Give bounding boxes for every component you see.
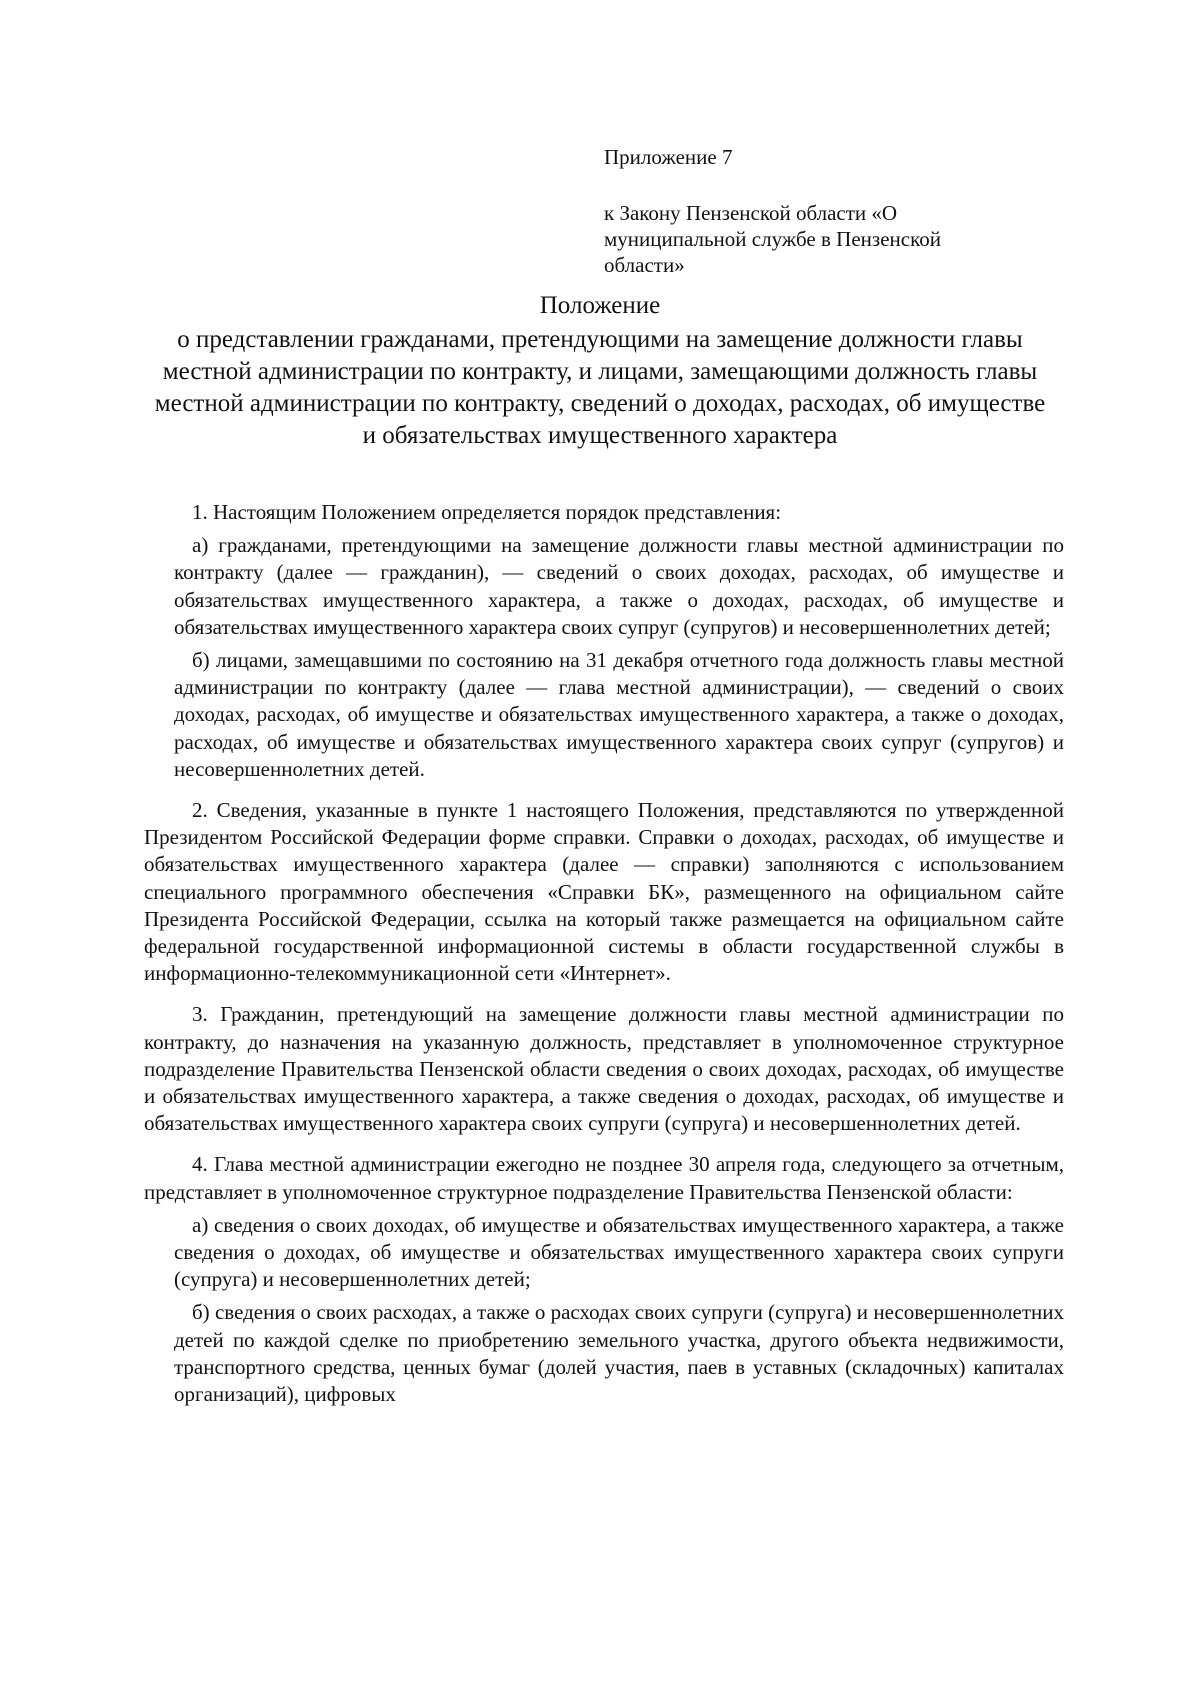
paragraph-4a: а) сведения о своих доходах, об имуществе и обязательствах имущественного характера, а также сведения о доходах, об имуществе и обязательствах имущественного характера своих супруги (супруга) и несовершеннолетних детей;: [174, 1212, 1064, 1292]
paragraph-1: 1. Настоящим Положением определяется порядок представления:: [192, 500, 782, 524]
document-title: [145, 290, 1055, 452]
paragraph-4b: б) сведения о своих расходах, а также о расходах своих супруги (супруга) и несовершеннолетних детей по каждой сделке по приобретению земельного участка, другого объекта недвижимости, транспортного средства, ценных бумаг (долей участия, паев в уставных (складочных) капиталах организаций), цифровых: [174, 1300, 1064, 1407]
paragraph-1b: б) лицами, замещавшими по состоянию на 31 декабря отчетного года должность главы местной администрации по контракту (далее — глава местной администрации), — сведений о своих доходах, расходах, об имуществе и обязательствах имущественного характера, а также о доходах, расходах, об имуществе и обязательствах имущественного характера своих супруг (супругов) и несовершеннолетних детей.: [174, 648, 1064, 781]
attachment-block: [604, 144, 984, 278]
document-body: [144, 499, 1064, 1414]
paragraph-1a: а) гражданами, претендующими на замещение должности главы местной администрации по контракту (далее — гражданин), — сведений о своих доходах, расходах, об имуществе и обязательствах имущественного характера, а также о доходах, расходах, об имуществе и обязательствах имущественного характера своих супруг (супругов) и несовершеннолетних детей;: [174, 533, 1064, 639]
paragraph-2: 2. Сведения, указанные в пункте 1 настоящего Положения, представляются по утвержденной Президентом Российской Федерации форме справки. Справки о доходах, расходах, об имуществе и обязательствах имущественного характера (далее — справки) заполняются с использованием специального программного обеспечения «Справки БК», размещенного на официальном сайте Президента Российской Федерации, ссылка на который также размещается на официальном сайте федеральной государственной информационной системы в области государственной службы в информационно-телекоммуникационной сети «Интернет».: [144, 798, 1064, 986]
attachment-reference: к Закону Пензенской области «О муниципальной службе в Пензенской области»: [604, 201, 941, 277]
title-subtitle: о представлении гражданами, претендующими на замещение должности главы местной администрации по контракту, и лицами, замещающими должность главы местной администрации по контракту, сведений о доходах, расходах, об имуществе и обязательствах имущественного характера: [154, 326, 1046, 449]
attachment-number: Приложение 7: [604, 145, 733, 169]
paragraph-4: 4. Глава местной администрации ежегодно не позднее 30 апреля года, следующего за отчетным, представляет в уполномоченное структурное подразделение Правительства Пензенской области:: [144, 1152, 1064, 1204]
title-heading: Положение: [539, 292, 661, 319]
paragraph-3: 3. Гражданин, претендующий на замещение должности главы местной администрации по контракту, до назначения на указанную должность, представляет в уполномоченное структурное подразделение Правительства Пензенской области сведения о своих доходах, расходах, об имуществе и обязательствах имущественного характера, а также сведения о доходах, расходах, об имуществе и обязательствах имущественного характера своих супруги (супруга) и несовершеннолетних детей.: [144, 1002, 1064, 1136]
